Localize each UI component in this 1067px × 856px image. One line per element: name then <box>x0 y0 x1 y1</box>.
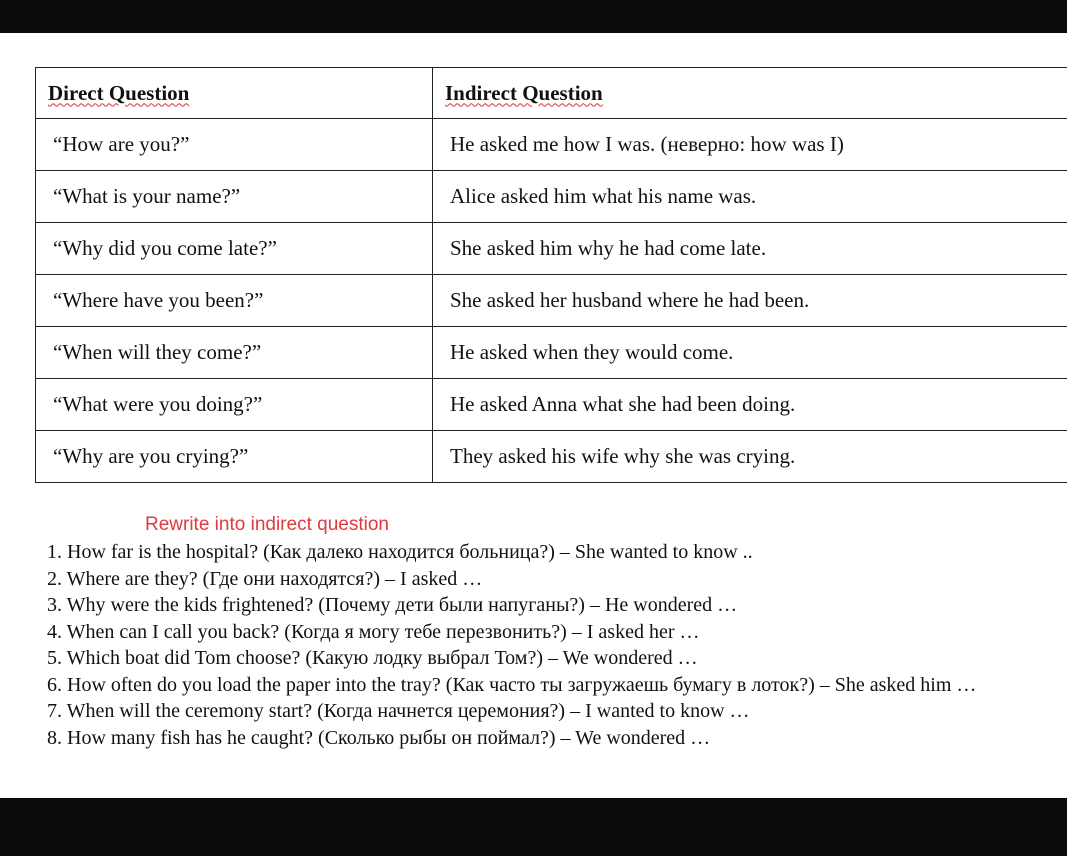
document-page <box>0 33 1067 798</box>
direct-cell: “How are you?” <box>36 119 433 171</box>
direct-cell: “When will they come?” <box>36 327 433 379</box>
table-row <box>36 431 1067 483</box>
list-item: 3. Why were the kids frightened? (Почему дети были напуганы?) – He wondered … <box>47 594 738 616</box>
indirect-cell: They asked his wife why she was crying. <box>433 431 1067 483</box>
indirect-cell: She asked him why he had come late. <box>433 223 1067 275</box>
indirect-cell: He asked Anna what she had been doing. <box>433 379 1067 431</box>
direct-cell: “What is your name?” <box>36 171 433 223</box>
direct-cell: “Why did you come late?” <box>36 223 433 275</box>
exercise-title: Rewrite into indirect question <box>145 514 389 535</box>
list-item: 2. Where are they? (Где они находятся?) – I asked … <box>47 567 483 590</box>
direct-cell: “Why are you crying?” <box>36 431 433 483</box>
table-row <box>36 379 1067 431</box>
table-row <box>36 223 1067 275</box>
table-row <box>36 327 1067 379</box>
direct-cell: “Where have you been?” <box>36 275 433 327</box>
list-item: 7. When will the ceremony start? (Когда начнется церемония?) – I wanted to know … <box>47 700 750 722</box>
header-indirect-question: Indirect Question <box>433 68 1067 119</box>
list-item: 4. When can I call you back? (Когда я могу тебе перезвонить?) – I asked her … <box>47 620 700 643</box>
indirect-cell: Alice asked him what his name was. <box>433 171 1067 223</box>
indirect-cell: He asked when they would come. <box>433 327 1067 379</box>
table-row <box>36 171 1067 223</box>
list-item: 5. Which boat did Tom choose? (Какую лодку выбрал Том?) – We wondered … <box>47 647 698 669</box>
exercise-list <box>47 539 1047 751</box>
questions-table <box>35 67 1067 483</box>
list-item: 8. How many fish has he caught? (Сколько рыбы он поймал?) – We wondered … <box>47 726 711 749</box>
table-row <box>36 275 1067 327</box>
list-item: 1. How far is the hospital? (Как далеко находится больница?) – She wanted to know .. <box>47 541 753 563</box>
direct-cell: “What were you doing?” <box>36 379 433 431</box>
indirect-cell: She asked her husband where he had been. <box>433 275 1067 327</box>
indirect-cell: He asked me how I was. (неверно: how was I) <box>433 119 1067 171</box>
table-row <box>36 119 1067 171</box>
table-header-row <box>36 68 1067 119</box>
list-item: 6. How often do you load the paper into the tray? (Как часто ты загружаешь бумагу в лоток?) – She asked him … <box>47 673 977 696</box>
header-direct-question: Direct Question <box>36 68 433 119</box>
